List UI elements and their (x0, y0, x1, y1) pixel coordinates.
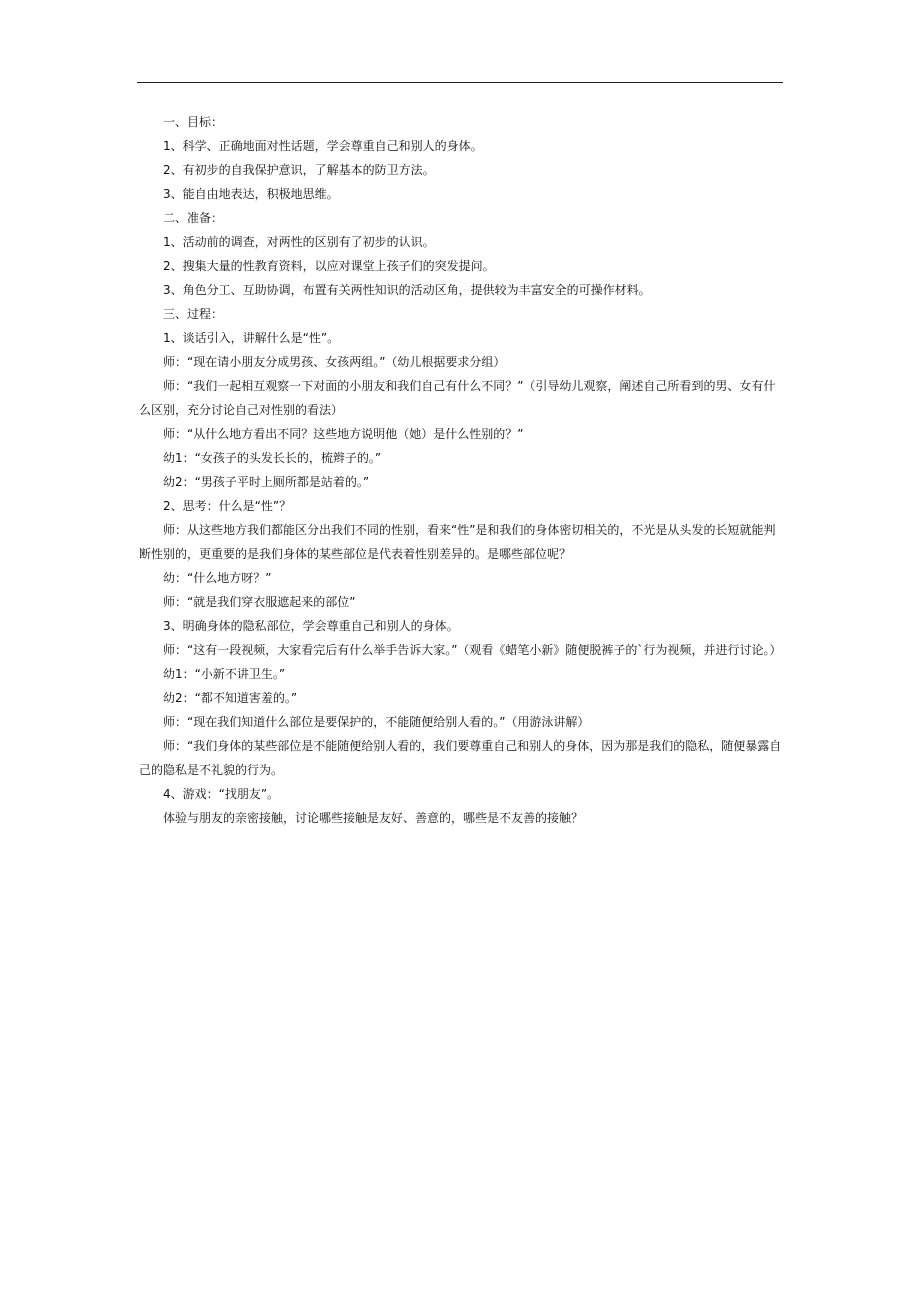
goal-item: 3、能自由地表达，积极地思维。 (163, 187, 339, 201)
process-step: 4、游戏：“找朋友”。 (163, 787, 280, 801)
dialogue-line: 师：从这些地方我们都能区分出我们不同的性别，看来“性”是和我们的身体密切相关的，不光是从头发的长短就能判断性别的，更重要的是我们身体的某些部位是代表着性别差异的。是哪些部位呢？ (139, 523, 776, 561)
dialogue-line: 师：“就是我们穿衣服遮起来的部位” (163, 595, 356, 609)
dialogue-line: 幼1：“小新不讲卫生。” (163, 667, 286, 681)
goal-item: 2、有初步的自我保护意识，了解基本的防卫方法。 (163, 163, 435, 177)
activity-description: 体验与朋友的亲密接触，讨论哪些接触是友好、善意的，哪些是不友善的接触？ (163, 811, 584, 825)
header-rule (137, 82, 783, 83)
dialogue-line: 幼：“什么地方呀？” (163, 571, 272, 585)
dialogue-line: 师：“现在请小朋友分成男孩、女孩两组。”（幼儿根据要求分组） (163, 355, 506, 369)
section-heading-preparation: 二、准备： (163, 211, 224, 225)
dialogue-line: 幼2：“都不知道害羞的。” (163, 691, 298, 705)
process-step: 2、思考：什么是“性”？ (163, 499, 292, 513)
section-heading-goals: 一、目标： (163, 115, 224, 129)
dialogue-line: 师：“现在我们知道什么部位是要保护的，不能随便给别人看的。”（用游泳讲解） (163, 715, 590, 729)
goal-item: 1、科学、正确地面对性话题，学会尊重自己和别人的身体。 (163, 139, 483, 153)
process-step: 3、明确身体的隐私部位，学会尊重自己和别人的身体。 (163, 619, 459, 633)
preparation-item: 3、角色分工、互助协调，布置有关两性知识的活动区角，提供较为丰富安全的可操作材料。 (163, 283, 651, 297)
dialogue-line: 师：“我们身体的某些部位是不能随便给别人看的，我们要尊重自己和别人的身体，因为那是我们的隐私，随便暴露自己的隐私是不礼貌的行为。 (139, 739, 782, 777)
process-step: 1、谈话引入，讲解什么是“性”。 (163, 331, 340, 345)
document-body (139, 110, 783, 830)
dialogue-line: 幼2：“男孩子平时上厕所都是站着的。” (163, 475, 370, 489)
preparation-item: 1、活动前的调查，对两性的区别有了初步的认识。 (163, 235, 435, 249)
dialogue-line: 师：“我们一起相互观察一下对面的小朋友和我们自己有什么不同？”（引导幼儿观察，阐述自己所看到的男、女有什么区别，充分讨论自己对性别的看法） (139, 379, 776, 417)
section-heading-process: 三、过程： (163, 307, 224, 321)
dialogue-line: 师：“从什么地方看出不同？这些地方说明他（她）是什么性别的？” (163, 427, 524, 441)
preparation-item: 2、搜集大量的性教育资料，以应对课堂上孩子们的突发提问。 (163, 259, 495, 273)
dialogue-line: 幼1：“女孩子的头发长长的，梳辫子的。” (163, 451, 382, 465)
dialogue-line: 师：“这有一段视频，大家看完后有什么举手告诉大家。”（观看《蜡笔小新》随便脱裤子的`行为视频，并进行讨论。） (163, 643, 782, 657)
